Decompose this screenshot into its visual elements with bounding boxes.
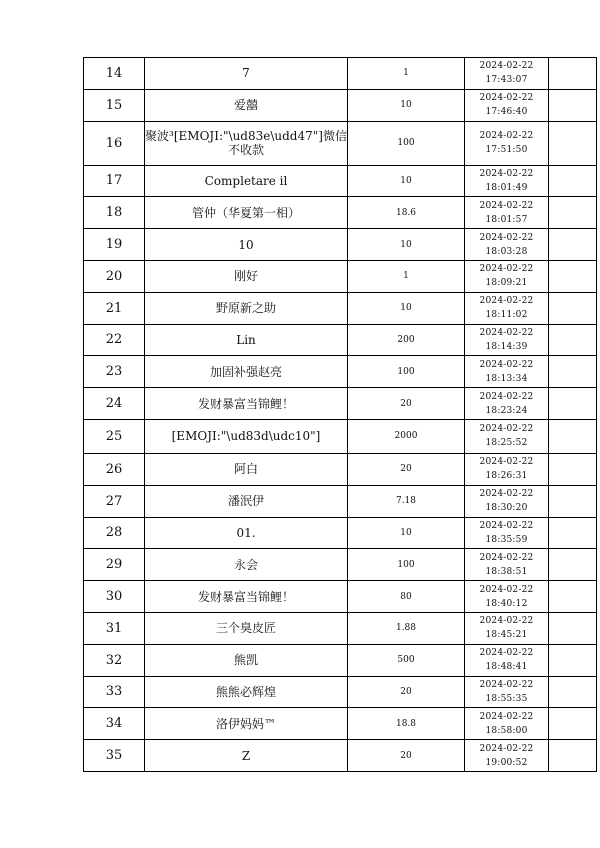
donation-time: 18:26:31 — [485, 471, 528, 482]
donation-amount: 100 — [348, 549, 465, 581]
table-row — [84, 58, 597, 90]
row-index: 16 — [84, 121, 145, 165]
row-index: 15 — [84, 89, 145, 121]
row-index: 18 — [84, 197, 145, 229]
table-row — [84, 292, 597, 324]
donation-time: 17:46:40 — [485, 107, 528, 118]
table-row — [84, 89, 597, 121]
donation-time: 18:23:24 — [485, 405, 528, 416]
donation-amount: 1 — [348, 58, 465, 90]
remarks-cell — [549, 612, 597, 644]
donation-amount: 10 — [348, 517, 465, 549]
donation-timestamp — [465, 485, 549, 517]
remarks-cell — [549, 581, 597, 613]
donor-name: 野原新之助 — [145, 292, 348, 324]
donation-time: 18:13:34 — [485, 373, 528, 384]
table-row — [84, 485, 597, 517]
remarks-cell — [549, 58, 597, 90]
donation-date: 2024-02-22 — [479, 264, 534, 275]
donation-date: 2024-02-22 — [479, 648, 534, 659]
donation-date: 2024-02-22 — [479, 327, 534, 338]
donation-timestamp — [465, 292, 549, 324]
donor-name: 熊熊必辉煌 — [145, 676, 348, 708]
donation-time: 18:38:51 — [485, 566, 528, 577]
table-row — [84, 453, 597, 485]
donor-name: 管仲（华夏第一相） — [145, 197, 348, 229]
donor-name: 7 — [145, 58, 348, 90]
donation-date: 2024-02-22 — [479, 168, 534, 179]
donation-timestamp — [465, 121, 549, 165]
donation-date: 2024-02-22 — [479, 743, 534, 754]
donation-date: 2024-02-22 — [479, 200, 534, 211]
donor-name: 发财暴富当锦鲤！ — [145, 581, 348, 613]
donation-timestamp — [465, 644, 549, 676]
donation-time: 19:00:52 — [485, 757, 528, 768]
donation-amount: 1 — [348, 260, 465, 292]
donation-date: 2024-02-22 — [479, 520, 534, 531]
row-index: 34 — [84, 708, 145, 740]
donation-timestamp — [465, 229, 549, 261]
table-row — [84, 165, 597, 197]
row-index: 24 — [84, 388, 145, 420]
row-index: 35 — [84, 740, 145, 772]
donation-date: 2024-02-22 — [479, 424, 534, 435]
table-row — [84, 549, 597, 581]
donation-timestamp — [465, 165, 549, 197]
remarks-cell — [549, 89, 597, 121]
remarks-cell — [549, 121, 597, 165]
row-index: 33 — [84, 676, 145, 708]
donation-timestamp — [465, 324, 549, 356]
donation-time: 18:25:52 — [485, 438, 528, 449]
donor-name: 01. — [145, 517, 348, 549]
donation-timestamp — [465, 549, 549, 581]
donor-name: 爱囍 — [145, 89, 348, 121]
donor-name: [EMOJI:"\ud83d\udc10"] — [145, 419, 348, 453]
donor-name: 熊凯 — [145, 644, 348, 676]
table-row — [84, 260, 597, 292]
donation-date: 2024-02-22 — [479, 616, 534, 627]
donation-table — [83, 57, 597, 772]
row-index: 25 — [84, 419, 145, 453]
remarks-cell — [549, 517, 597, 549]
row-index: 30 — [84, 581, 145, 613]
donation-timestamp — [465, 58, 549, 90]
remarks-cell — [549, 356, 597, 388]
donor-name: 永会 — [145, 549, 348, 581]
row-index: 14 — [84, 58, 145, 90]
donation-amount: 1.88 — [348, 612, 465, 644]
donor-name: 潘泯伊 — [145, 485, 348, 517]
donation-time: 18:35:59 — [485, 534, 528, 545]
donation-time: 18:11:02 — [485, 310, 528, 321]
table-row — [84, 676, 597, 708]
donation-time: 18:48:41 — [485, 662, 528, 673]
row-index: 32 — [84, 644, 145, 676]
donation-amount: 20 — [348, 676, 465, 708]
donation-time: 18:45:21 — [485, 630, 528, 641]
table-row — [84, 121, 597, 165]
donation-amount: 20 — [348, 388, 465, 420]
donation-amount: 10 — [348, 165, 465, 197]
row-index: 20 — [84, 260, 145, 292]
donation-amount: 100 — [348, 121, 465, 165]
row-index: 19 — [84, 229, 145, 261]
remarks-cell — [549, 388, 597, 420]
remarks-cell — [549, 676, 597, 708]
donation-date: 2024-02-22 — [479, 552, 534, 563]
remarks-cell — [549, 197, 597, 229]
remarks-cell — [549, 419, 597, 453]
donation-amount: 80 — [348, 581, 465, 613]
donation-timestamp — [465, 612, 549, 644]
donor-name: 发财暴富当锦鲤！ — [145, 388, 348, 420]
donation-amount: 10 — [348, 229, 465, 261]
donation-date: 2024-02-22 — [479, 584, 534, 595]
donation-amount: 18.6 — [348, 197, 465, 229]
donation-date: 2024-02-22 — [479, 359, 534, 370]
table-row — [84, 740, 597, 772]
donor-name: 洛伊妈妈™ — [145, 708, 348, 740]
row-index: 29 — [84, 549, 145, 581]
donation-time: 18:01:57 — [485, 214, 528, 225]
row-index: 31 — [84, 612, 145, 644]
donation-time: 18:58:00 — [485, 725, 528, 736]
table-row — [84, 229, 597, 261]
donation-amount: 10 — [348, 89, 465, 121]
donation-time: 18:40:12 — [485, 598, 528, 609]
row-index: 28 — [84, 517, 145, 549]
remarks-cell — [549, 485, 597, 517]
table-row — [84, 419, 597, 453]
donor-name: 聚波³[EMOJI:"\ud83e\udd47"]微信不收款 — [145, 121, 348, 165]
donation-timestamp — [465, 708, 549, 740]
donation-time: 17:43:07 — [485, 75, 528, 86]
remarks-cell — [549, 292, 597, 324]
donation-amount: 500 — [348, 644, 465, 676]
table-row — [84, 644, 597, 676]
remarks-cell — [549, 229, 597, 261]
donor-name: 刚好 — [145, 260, 348, 292]
remarks-cell — [549, 165, 597, 197]
donation-timestamp — [465, 581, 549, 613]
remarks-cell — [549, 260, 597, 292]
donation-date: 2024-02-22 — [479, 391, 534, 402]
table-body — [84, 58, 597, 772]
donation-date: 2024-02-22 — [479, 679, 534, 690]
donation-time: 18:30:20 — [485, 503, 528, 514]
donation-amount: 20 — [348, 740, 465, 772]
row-index: 22 — [84, 324, 145, 356]
row-index: 17 — [84, 165, 145, 197]
donation-date: 2024-02-22 — [479, 457, 534, 468]
donation-time: 18:55:35 — [485, 693, 528, 704]
donation-date: 2024-02-22 — [479, 711, 534, 722]
donation-timestamp — [465, 419, 549, 453]
donation-time: 18:01:49 — [485, 182, 528, 193]
row-index: 27 — [84, 485, 145, 517]
donation-amount: 100 — [348, 356, 465, 388]
donation-timestamp — [465, 197, 549, 229]
remarks-cell — [549, 740, 597, 772]
table-row — [84, 708, 597, 740]
donation-timestamp — [465, 517, 549, 549]
donation-amount: 200 — [348, 324, 465, 356]
donation-date: 2024-02-22 — [479, 93, 534, 104]
donor-name: Lin — [145, 324, 348, 356]
donation-date: 2024-02-22 — [479, 296, 534, 307]
donation-amount: 10 — [348, 292, 465, 324]
donation-amount: 20 — [348, 453, 465, 485]
row-index: 23 — [84, 356, 145, 388]
donation-time: 18:14:39 — [485, 341, 528, 352]
donation-amount: 2000 — [348, 419, 465, 453]
remarks-cell — [549, 453, 597, 485]
donation-timestamp — [465, 260, 549, 292]
donation-timestamp — [465, 356, 549, 388]
table-row — [84, 356, 597, 388]
donation-date: 2024-02-22 — [479, 489, 534, 500]
donation-date: 2024-02-22 — [479, 232, 534, 243]
table-row — [84, 581, 597, 613]
table-row — [84, 324, 597, 356]
donation-amount: 18.8 — [348, 708, 465, 740]
remarks-cell — [549, 549, 597, 581]
table-row — [84, 388, 597, 420]
donation-time: 18:03:28 — [485, 246, 528, 257]
remarks-cell — [549, 708, 597, 740]
donation-table-container — [83, 57, 597, 772]
donation-amount: 7.18 — [348, 485, 465, 517]
donation-timestamp — [465, 740, 549, 772]
remarks-cell — [549, 324, 597, 356]
donor-name: 加固补强赵亮 — [145, 356, 348, 388]
table-row — [84, 197, 597, 229]
donation-timestamp — [465, 453, 549, 485]
donation-timestamp — [465, 388, 549, 420]
donation-time: 17:51:50 — [485, 145, 528, 156]
donor-name: 三个臭皮匠 — [145, 612, 348, 644]
donation-timestamp — [465, 89, 549, 121]
donor-name: Z — [145, 740, 348, 772]
donation-date: 2024-02-22 — [479, 61, 534, 72]
donor-name: 阿白 — [145, 453, 348, 485]
table-row — [84, 612, 597, 644]
row-index: 26 — [84, 453, 145, 485]
donor-name: 10 — [145, 229, 348, 261]
table-row — [84, 517, 597, 549]
donor-name: Completare il — [145, 165, 348, 197]
donation-time: 18:09:21 — [485, 278, 528, 289]
donation-timestamp — [465, 676, 549, 708]
remarks-cell — [549, 644, 597, 676]
row-index: 21 — [84, 292, 145, 324]
donation-date: 2024-02-22 — [479, 131, 534, 142]
